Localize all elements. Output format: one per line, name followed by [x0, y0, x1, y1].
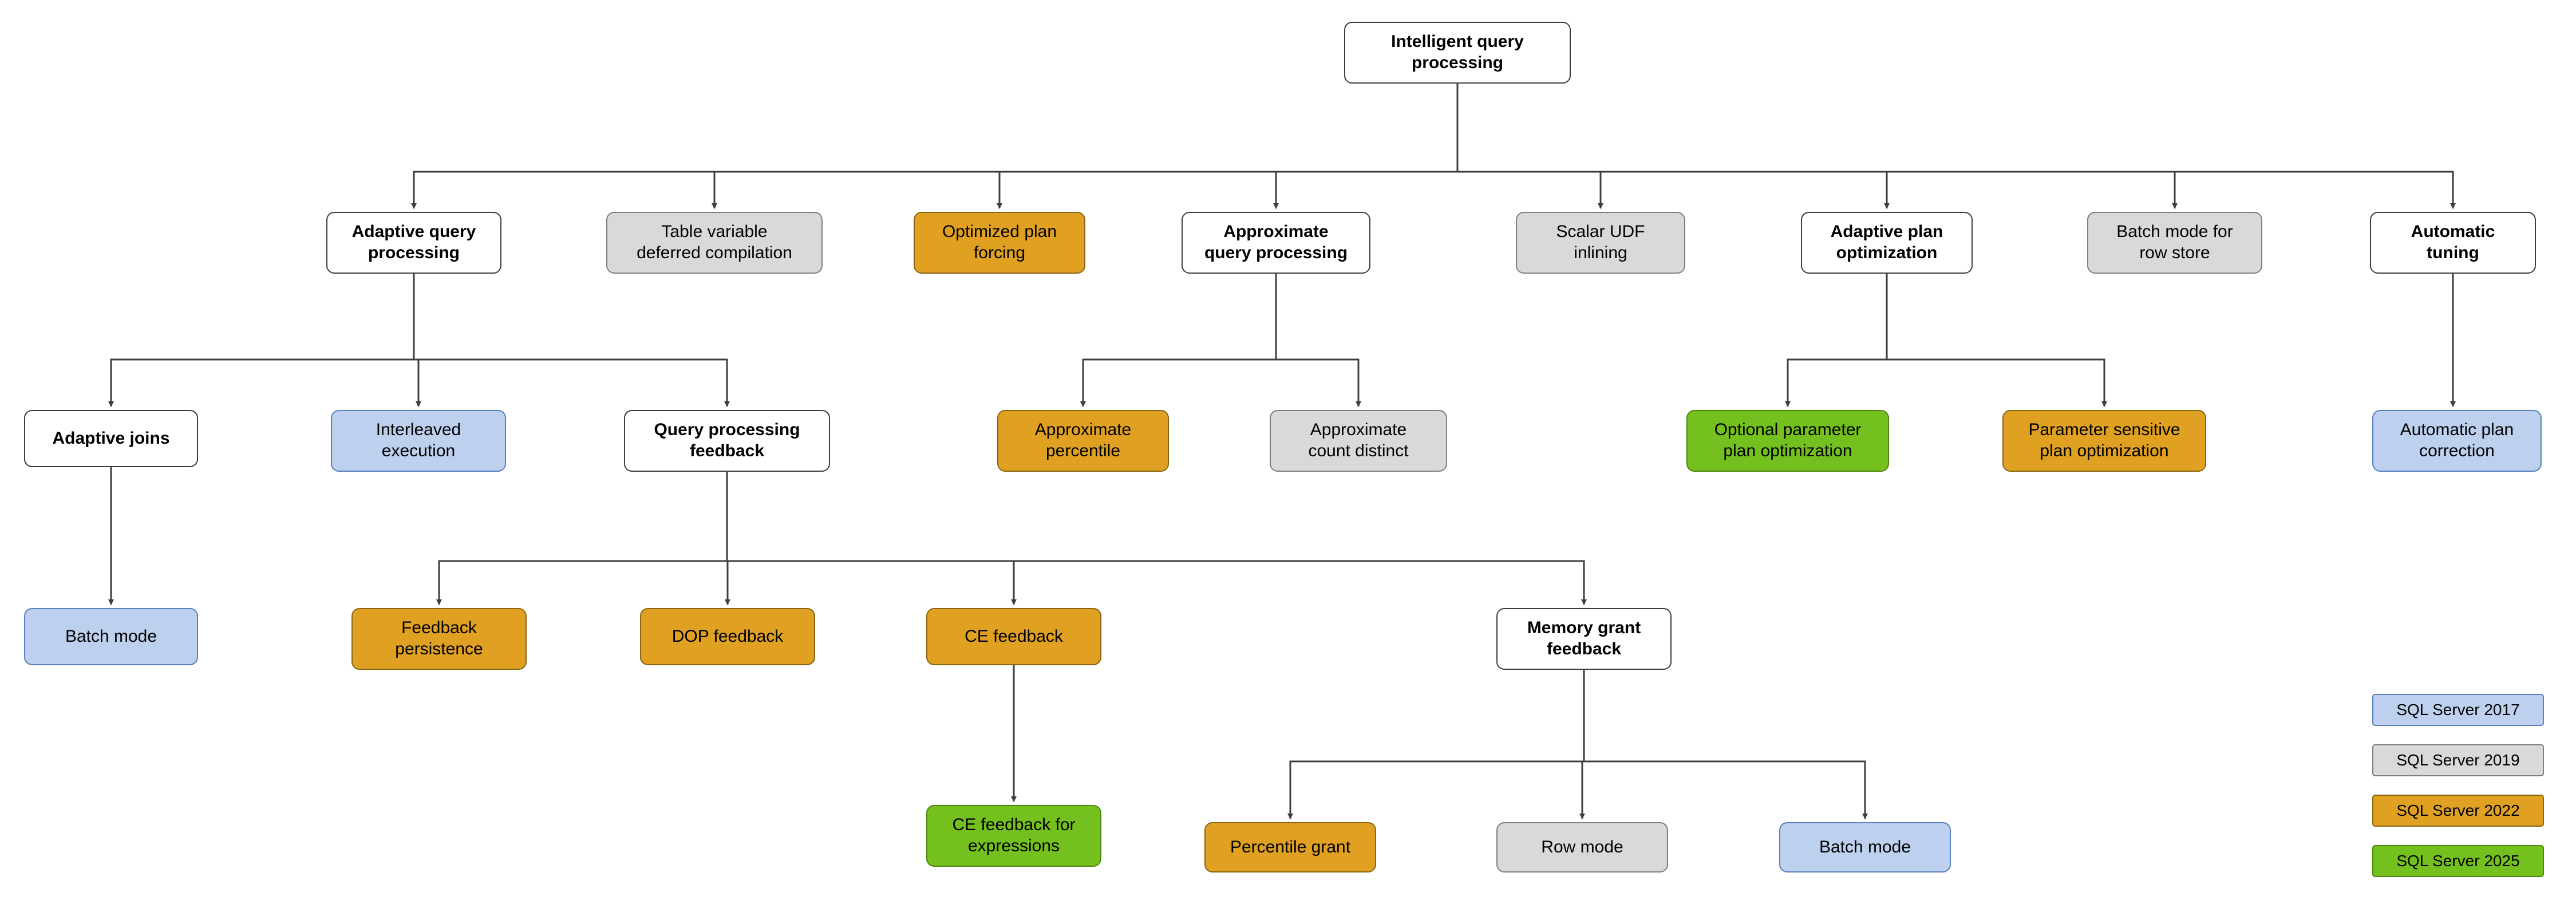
node-ce-feedback-for-expressions[interactable] — [926, 805, 1101, 867]
node-batch-mode-adaptive-joins[interactable] — [24, 608, 198, 665]
legend-item-sql-server-2025 — [2372, 845, 2544, 877]
node-label: Automatic plan correction — [2400, 420, 2514, 460]
node-parameter-sensitive-plan-optimization[interactable] — [2002, 410, 2206, 472]
node-table-variable-deferred-compilation[interactable] — [606, 212, 823, 274]
node-automatic-tuning[interactable] — [2370, 212, 2536, 274]
node-intelligent-query-processing[interactable] — [1344, 22, 1571, 84]
node-query-processing-feedback[interactable] — [624, 410, 830, 472]
node-label: Intelligent query processing — [1391, 32, 1524, 72]
node-label: Adaptive joins — [52, 428, 170, 448]
node-label: Query processing feedback — [654, 420, 800, 460]
node-adaptive-joins[interactable] — [24, 410, 198, 467]
node-automatic-plan-correction[interactable] — [2372, 410, 2542, 472]
node-label: Batch mode — [65, 626, 157, 646]
node-label: Parameter sensitive plan optimization — [2028, 420, 2180, 460]
node-feedback-persistence[interactable] — [351, 608, 527, 670]
node-interleaved-execution[interactable] — [331, 410, 506, 472]
node-adaptive-query-processing[interactable] — [326, 212, 501, 274]
node-memory-grant-feedback[interactable] — [1496, 608, 1672, 670]
node-adaptive-plan-optimization[interactable] — [1801, 212, 1973, 274]
node-approximate-query-processing[interactable] — [1182, 212, 1370, 274]
legend-label: SQL Server 2019 — [2396, 751, 2520, 769]
node-label: CE feedback for expressions — [952, 815, 1076, 855]
node-label: Percentile grant — [1230, 837, 1351, 856]
node-approximate-count-distinct[interactable] — [1270, 410, 1447, 472]
node-label: Automatic tuning — [2411, 222, 2495, 262]
node-label: Interleaved execution — [376, 420, 461, 460]
node-batch-mode-for-row-store[interactable] — [2087, 212, 2262, 274]
node-row-mode[interactable] — [1496, 822, 1668, 872]
node-label: Scalar UDF inlining — [1556, 222, 1645, 262]
node-label: Approximate query processing — [1204, 222, 1348, 262]
node-label: Optimized plan forcing — [942, 222, 1057, 262]
node-label: Feedback persistence — [395, 618, 483, 658]
legend-label: SQL Server 2025 — [2396, 852, 2520, 870]
node-label: Batch mode — [1819, 837, 1911, 856]
node-ce-feedback[interactable] — [926, 608, 1101, 665]
node-label: Optional parameter plan optimization — [1714, 420, 1862, 460]
node-label: Batch mode for row store — [2116, 222, 2233, 262]
node-batch-mode-memory-grant[interactable] — [1779, 822, 1951, 872]
node-label: CE feedback — [965, 626, 1063, 646]
node-scalar-udf-inlining[interactable] — [1516, 212, 1685, 274]
node-label: DOP feedback — [671, 626, 784, 646]
node-label: Adaptive query processing — [351, 222, 476, 262]
node-dop-feedback[interactable] — [640, 608, 815, 665]
legend-item-sql-server-2022 — [2372, 795, 2544, 827]
legend-label: SQL Server 2017 — [2396, 701, 2520, 718]
legend-item-sql-server-2019 — [2372, 744, 2544, 776]
node-optional-parameter-plan-optimization[interactable] — [1686, 410, 1889, 472]
node-percentile-grant[interactable] — [1204, 822, 1376, 872]
node-label: Memory grant feedback — [1527, 618, 1641, 658]
legend-item-sql-server-2017 — [2372, 694, 2544, 726]
node-optimized-plan-forcing[interactable] — [914, 212, 1085, 274]
node-label: Approximate count distinct — [1308, 420, 1409, 460]
node-label: Table variable deferred compilation — [637, 222, 792, 262]
node-label: Approximate percentile — [1034, 420, 1132, 460]
legend-label: SQL Server 2022 — [2396, 802, 2520, 819]
node-label: Row mode — [1541, 837, 1623, 856]
node-label: Adaptive plan optimization — [1830, 222, 1943, 262]
node-approximate-percentile[interactable] — [997, 410, 1169, 472]
